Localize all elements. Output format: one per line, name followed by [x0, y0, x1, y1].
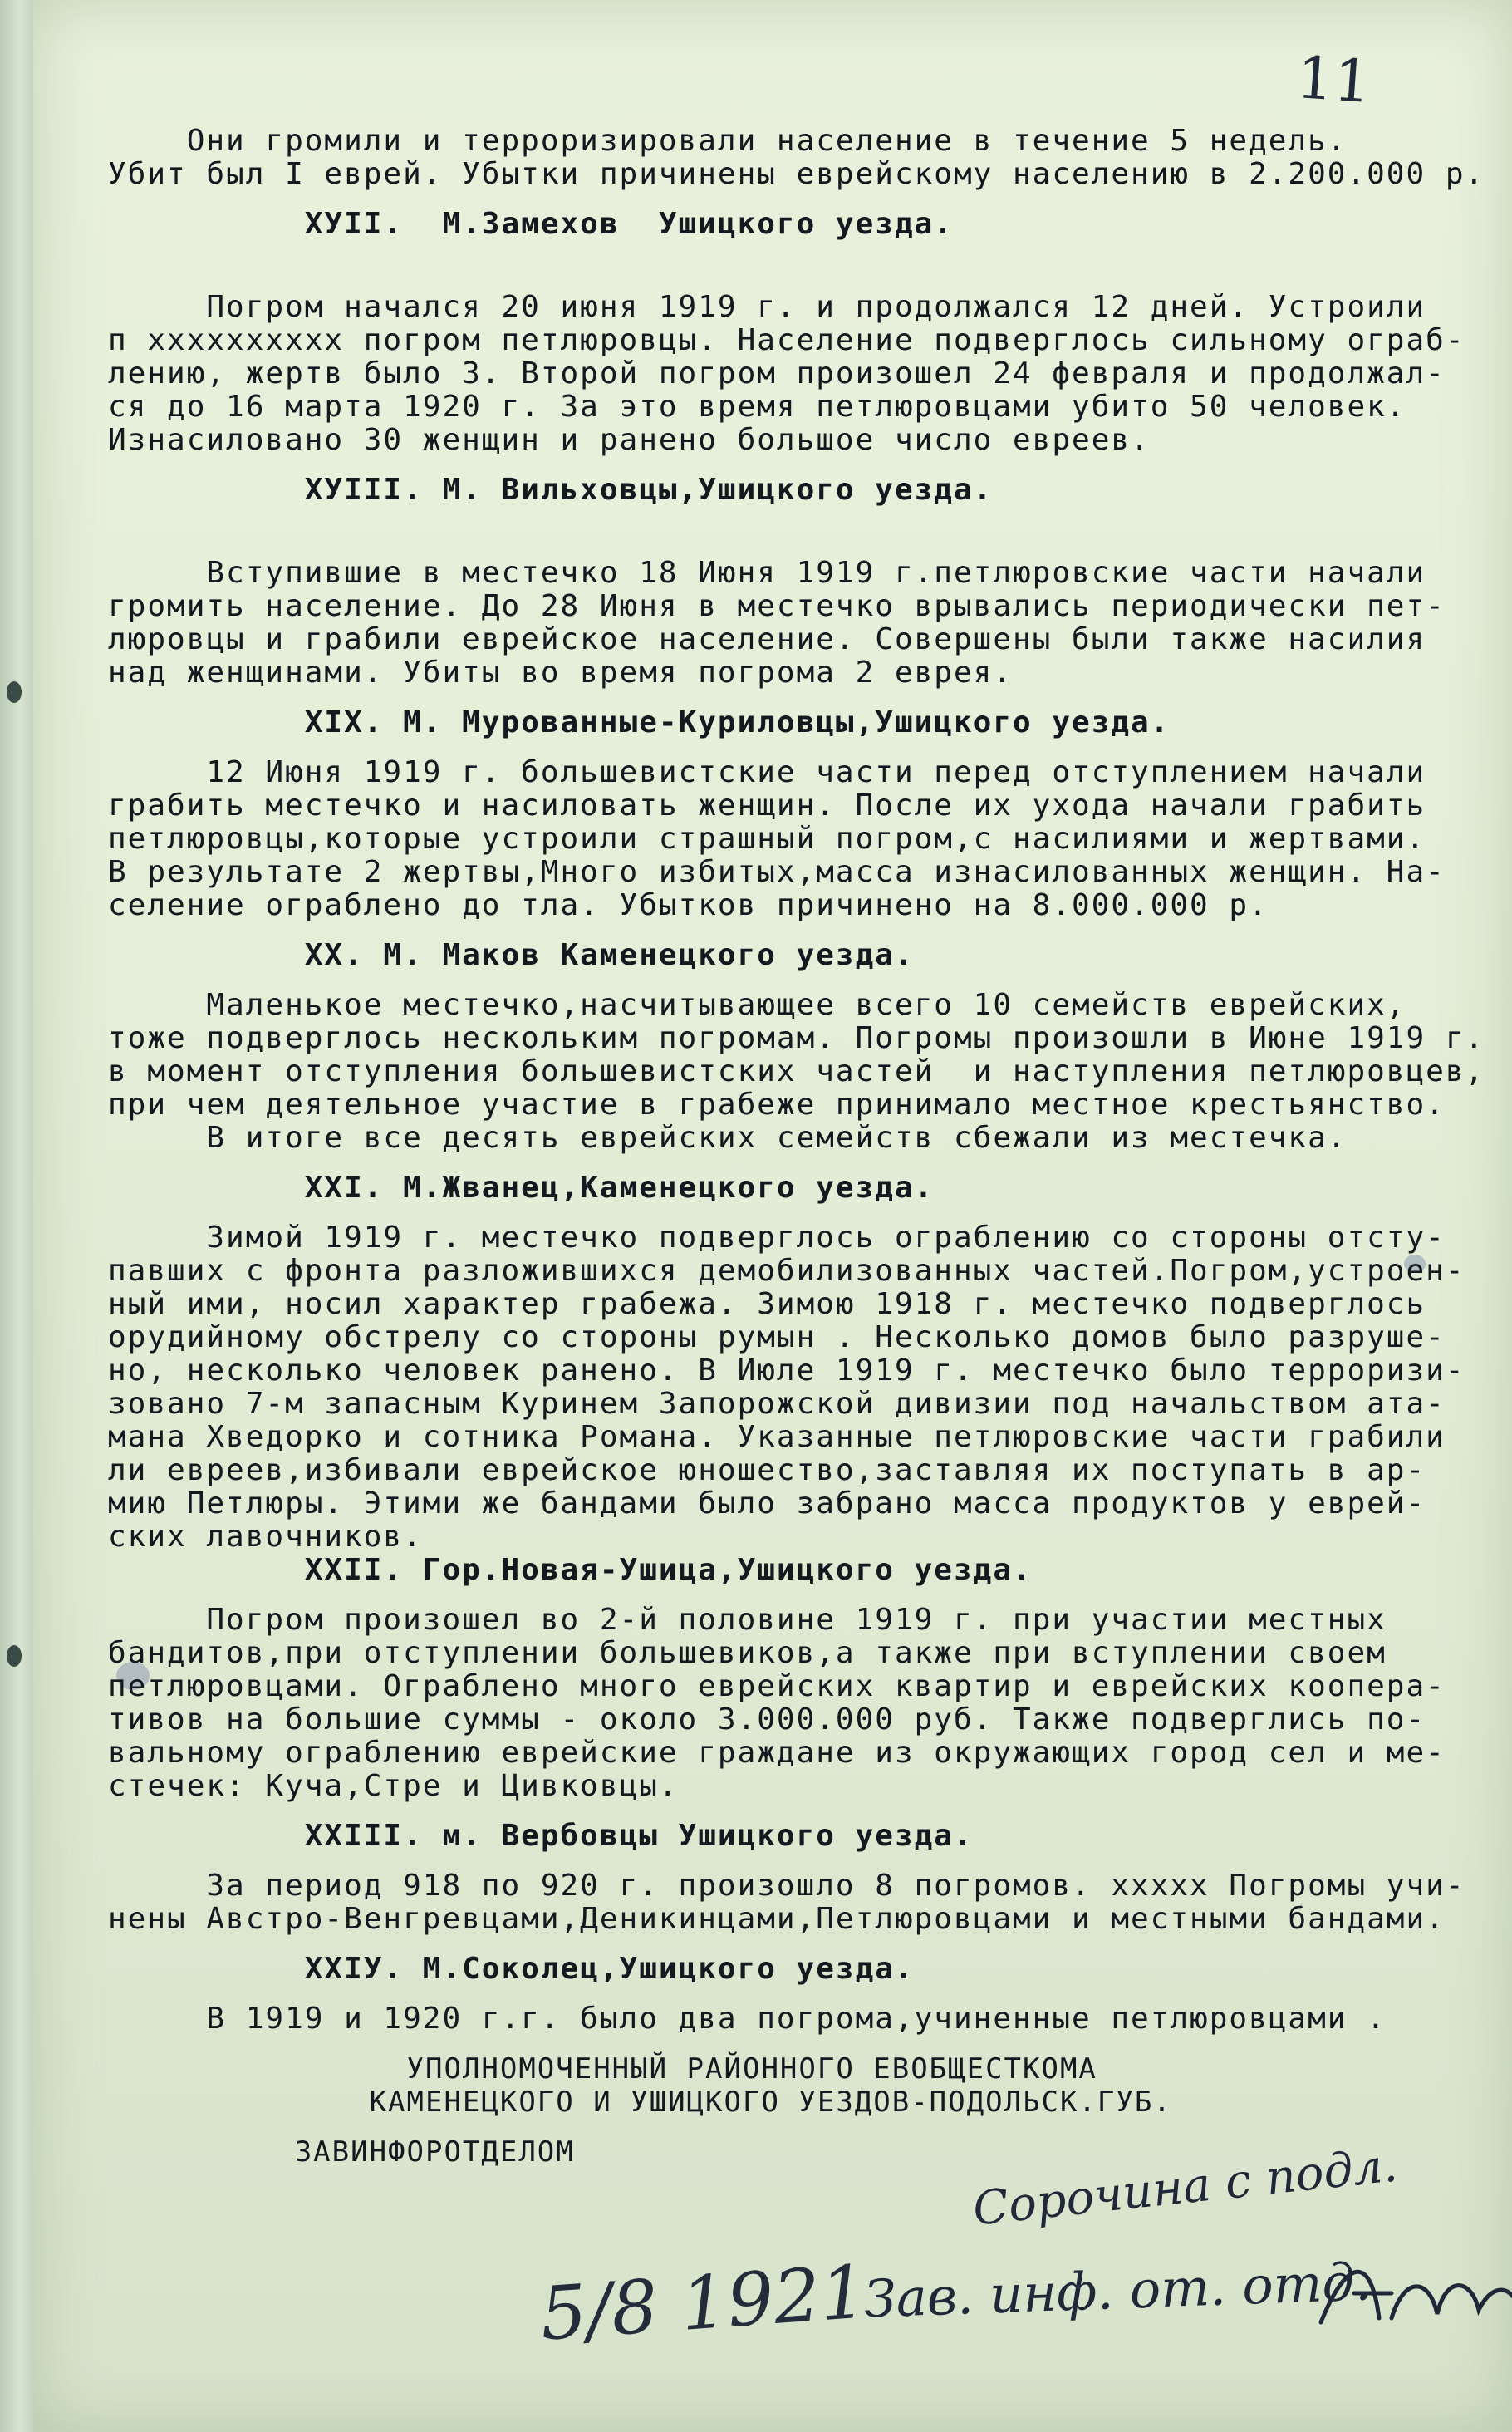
- section-heading: XXIУ. М.Соколец,Ушицкого уезда.: [108, 1952, 915, 1986]
- section-heading: ХУIII. М. Вильховцы,Ушицкого уезда.: [108, 473, 994, 507]
- text-line: п xxxxxxxxxx погром петлюровцы. Население подверглось сильному ограб-: [108, 323, 1465, 357]
- text-line: Убит был I еврей. Убытки причинены еврейскому населению в 2.200.000 р.: [108, 157, 1485, 191]
- section-heading: ХУII. М.Замехов Ушицкого уезда.: [108, 207, 954, 241]
- handwritten-copy-note: Сорочина с подл.: [970, 2138, 1400, 2237]
- text-line: Маленькое местечко,насчитывающее всего 10 семейств еврейских,: [108, 988, 1406, 1022]
- text-line: мию Петлюры. Этими же бандами было забрано масса продуктов у еврей-: [108, 1486, 1426, 1521]
- text-line: ских лавочников.: [108, 1520, 423, 1554]
- text-line: Зимой 1919 г. местечко подверглось ограблению со стороны отсту-: [108, 1221, 1446, 1255]
- text-line: нены Австро-Венгревцами,Деникинцами,Петлюровцами и местными бандами.: [108, 1902, 1446, 1936]
- text-line: Вступившие в местечко 18 Июня 1919 г.петлюровские части начали: [108, 556, 1426, 590]
- text-line: орудийному обстрелу со стороны румын . Несколько домов было разруше-: [108, 1320, 1446, 1354]
- text-line: Погром произошел во 2-й половине 1919 г. при участии местных: [108, 1603, 1387, 1637]
- text-line: но, несколько человек ранено. В Июле 1919 г. местечко было терроризи-: [108, 1354, 1465, 1388]
- text-line: грабить местечко и насиловать женщин. После их ухода начали грабить: [108, 789, 1426, 823]
- text-line: Погром начался 20 июня 1919 г. и продолжался 12 дней. Устроили: [108, 290, 1426, 324]
- punch-hole: [7, 1645, 22, 1667]
- text-line: стечек: Куча,Стре и Цивковцы.: [108, 1769, 679, 1803]
- text-line: в момент отступления большевистских частей и наступления петлюровцев,: [108, 1054, 1485, 1088]
- text-line: В результате 2 жертвы,Много избитых,масса изнасилованных женщин. На-: [108, 855, 1446, 889]
- folio-mark: 11: [1294, 42, 1373, 117]
- text-line: ся до 16 марта 1920 г. За это время петлюровцами убито 50 человек.: [108, 390, 1406, 424]
- text-line: мана Хведорко и сотника Романа. Указанные петлюровские части грабили: [108, 1420, 1446, 1454]
- text-line: зовано 7-м запасным Куринем Запорожской дивизии под начальством ата-: [108, 1387, 1446, 1421]
- text-line: Они громили и терроризировали население в течение 5 недель.: [108, 124, 1348, 158]
- section-heading: XIX. М. Мурованные-Куриловцы,Ушицкого уезда.: [108, 705, 1171, 739]
- text-line: ли евреев,избивали еврейское юношество,заставляя их поступать в ар-: [108, 1453, 1426, 1487]
- text-line: В 1919 и 1920 г.г. было два погрома,учиненные петлюровцами .: [108, 2002, 1387, 2036]
- text-line: при чем деятельное участие в грабеже принимало местное крестьянство.: [108, 1088, 1446, 1122]
- section-heading: XXI. М.Жванец,Каменецкого уезда.: [108, 1171, 935, 1205]
- section-heading: XX. М. Маков Каменецкого уезда.: [108, 938, 915, 972]
- section-heading: XXII. Гор.Новая-Ушица,Ушицкого уезда.: [108, 1553, 1033, 1587]
- text-line: громить население. До 28 Июня в местечко врывались периодически пет-: [108, 589, 1446, 623]
- text-line: люровцы и грабили еврейское население. Совершены были также насилия: [108, 622, 1426, 656]
- handwritten-date: 5/8 1921: [537, 2248, 870, 2357]
- signature-block-line: УПОЛНОМОЧЕННЫЙ РАЙОННОГО ЕВОБЩЕСТКОМА: [108, 2052, 1097, 2086]
- text-line: Изнасиловано 30 женщин и ранено большое число евреев.: [108, 423, 1151, 457]
- text-line: петлюровцами. Ограблено много еврейских квартир и еврейских коопера-: [108, 1669, 1446, 1703]
- signature-block-line: КАМЕНЕЦКОГО И УШИЦКОГО УЕЗДОВ-ПОДОЛЬСК.ГУБ.: [108, 2086, 1172, 2119]
- text-line: За период 918 по 920 г. произошло 8 погромов. xxxxx Погромы учи-: [108, 1869, 1465, 1903]
- text-line: над женщинами. Убиты во время погрома 2 еврея.: [108, 656, 1013, 690]
- signature-scribble: [1313, 2243, 1512, 2343]
- text-line: 12 Июня 1919 г. большевистские части перед отступлением начали: [108, 755, 1426, 789]
- handwritten-certification: Зав. инф. от. отд.: [862, 2251, 1372, 2330]
- text-line: бандитов,при отступлении большевиков,а также при вступлении своем: [108, 1636, 1387, 1670]
- text-line: павших с фронта разложившихся демобилизованных частей.Погром,устроен-: [108, 1254, 1465, 1288]
- typed-text: [108, 125, 1512, 2169]
- signature-block-line: ЗАВИНФОРОТДЕЛОМ: [108, 2135, 575, 2169]
- text-line: ный ими, носил характер грабежа. Зимою 1918 г. местечко подверглось: [108, 1287, 1426, 1321]
- text-line: В итоге все десять еврейских семейств сбежали из местечка.: [108, 1121, 1348, 1155]
- document-page: [33, 0, 1512, 2432]
- text-line: лению, жертв было 3. Второй погром произошел 24 февраля и продолжал-: [108, 356, 1446, 391]
- text-line: тивов на большие суммы - около 3.000.000 руб. Также подверглись по-: [108, 1702, 1426, 1737]
- binder-edge: [0, 0, 33, 2432]
- section-heading: XXIII. м. Вербовцы Ушицкого уезда.: [108, 1819, 974, 1853]
- text-line: вальному ограблению еврейские граждане из окружающих город сел и ме-: [108, 1736, 1446, 1770]
- text-line: селение ограблено до тла. Убытков причинено на 8.000.000 р.: [108, 888, 1269, 922]
- text-line: тоже подверглось нескольким погромам. Погромы произошли в Июне 1919 г.: [108, 1021, 1485, 1055]
- punch-hole: [7, 681, 22, 703]
- text-line: петлюровцы,которые устроили страшный погром,с насилиями и жертвами.: [108, 822, 1426, 856]
